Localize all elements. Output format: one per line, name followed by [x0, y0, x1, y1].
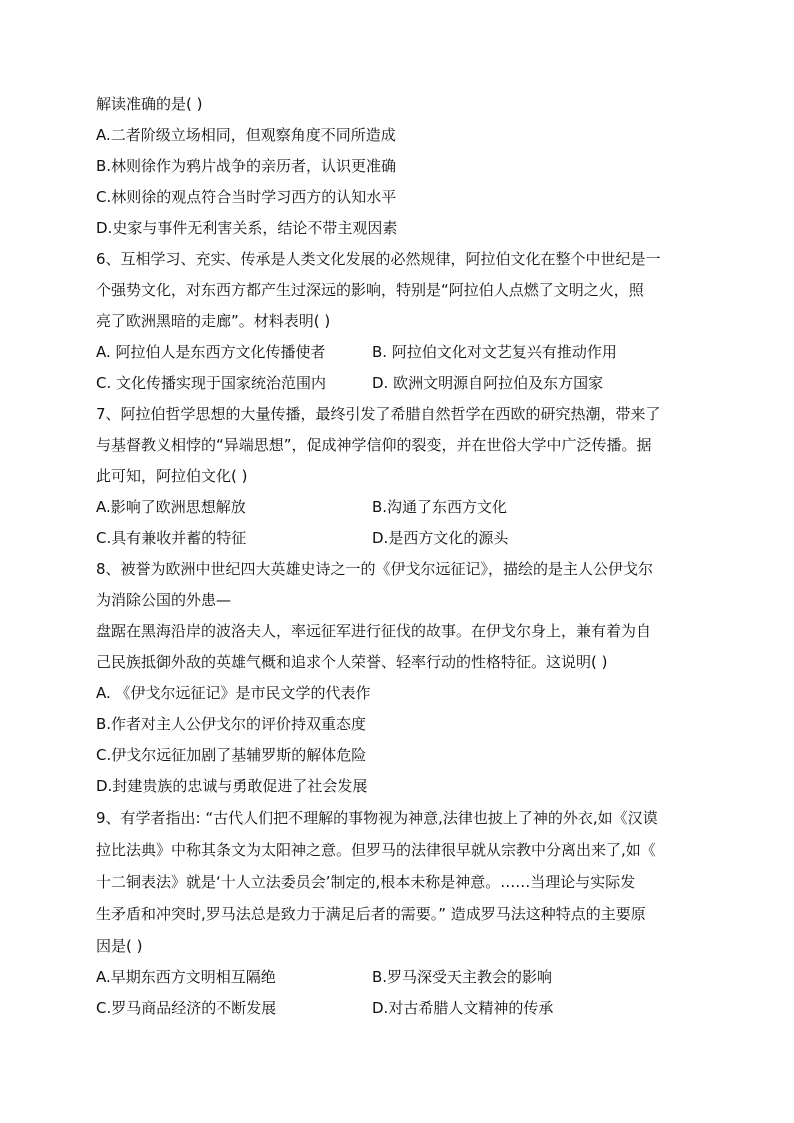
q7-stem-line-2: 与基督教义相悖的“异端思想”，促成神学信仰的裂变，并在世俗大学中广泛传播。据 [96, 436, 652, 454]
q7-option-c: C.具有兼收并蓄的特征 [96, 529, 247, 547]
q7-option-b: B.沟通了东西方文化 [372, 498, 508, 516]
q5-stem-end: 解读准确的是( ) [96, 95, 203, 113]
q8-option-c: C.伊戈尔远征加剧了基辅罗斯的解体危险 [96, 746, 367, 764]
q6-stem-line-1: 6、互相学习、充实、传承是人类文化发展的必然规律，阿拉伯文化在整个中世纪是一 [96, 250, 661, 268]
q7-option-a: A.影响了欧洲思想解放 [96, 498, 246, 516]
q9-stem-line-2: 拉比法典》中称其条文为太阳神之意。但罗马的法律很早就从宗教中分离出来了,如《 [96, 841, 656, 859]
q9-stem-line-5: 因是( ) [96, 937, 143, 955]
q9-option-b: B.罗马深受天主教会的影响 [372, 968, 553, 986]
q8-stem-line-4: 己民族抵御外敌的英雄气概和追求个人荣誉、轻率行动的性格特征。这说明( ) [96, 653, 608, 671]
q6-option-b: B. 阿拉伯文化对文艺复兴有推动作用 [372, 343, 617, 361]
q9-stem-line-4: 生矛盾和冲突时,罗马法总是致力于满足后者的需要。” 造成罗马法这种特点的主要原 [96, 905, 646, 923]
q8-stem-line-3: 盘踞在黑海沿岸的波洛夫人，率远征军进行征伐的故事。在伊戈尔身上，兼有着为自 [96, 622, 652, 640]
q9-stem-line-1: 9、有学者指出: “古代人们把不理解的事物视为神意,法律也披上了神的外衣,如《汉谟 [96, 809, 658, 827]
q6-stem-line-3: 亮了欧洲黑暗的走廊”。材料表明( ) [96, 312, 331, 330]
q8-option-a: A. 《伊戈尔远征记》是市民文学的代表作 [96, 684, 371, 702]
q8-option-d: D.封建贵族的忠诚与勇敢促进了社会发展 [96, 777, 368, 795]
q7-stem-line-1: 7、阿拉伯哲学思想的大量传播，最终引发了希腊自然哲学在西欧的研究热潮，带来了 [96, 405, 661, 423]
q9-stem-line-3: 十二铜表法》就是‘十人立法委员会’制定的,根本未称是神意。……当理论与实际发 [96, 873, 636, 891]
q5-option-a: A.二者阶级立场相同，但观察角度不同所造成 [96, 126, 396, 144]
q7-option-d: D.是西方文化的源头 [372, 529, 509, 547]
q6-option-c: C. 文化传播实现于国家统治范围内 [96, 374, 327, 392]
q5-option-b: B.林则徐作为鸦片战争的亲历者，认识更准确 [96, 157, 397, 175]
q8-option-b: B.作者对主人公伊戈尔的评价持双重态度 [96, 715, 367, 733]
q8-stem-line-2: 为消除公国的外患— [96, 591, 232, 609]
q5-option-c: C.林则徐的观点符合当时学习西方的认知水平 [96, 188, 397, 206]
q8-stem-line-1: 8、被誉为欧洲中世纪四大英雄史诗之一的《伊戈尔远征记》，描绘的是主人公伊戈尔 [96, 560, 654, 578]
q6-option-a: A. 阿拉伯人是东西方文化传播使者 [96, 343, 326, 361]
q9-option-a: A.早期东西方文明相互隔绝 [96, 968, 276, 986]
q9-option-d: D.对古希腊人文精神的传承 [372, 999, 554, 1017]
q7-stem-line-3: 此可知，阿拉伯文化( ) [96, 467, 248, 485]
q6-stem-line-2: 个强势文化，对东西方都产生过深远的影响，特别是“阿拉伯人点燃了文明之火，照 [96, 281, 644, 299]
q9-option-c: C.罗马商品经济的不断发展 [96, 999, 277, 1017]
q5-option-d: D.史家与事件无利害关系，结论不带主观因素 [96, 219, 398, 237]
q6-option-d: D. 欧洲文明源自阿拉伯及东方国家 [372, 374, 604, 392]
